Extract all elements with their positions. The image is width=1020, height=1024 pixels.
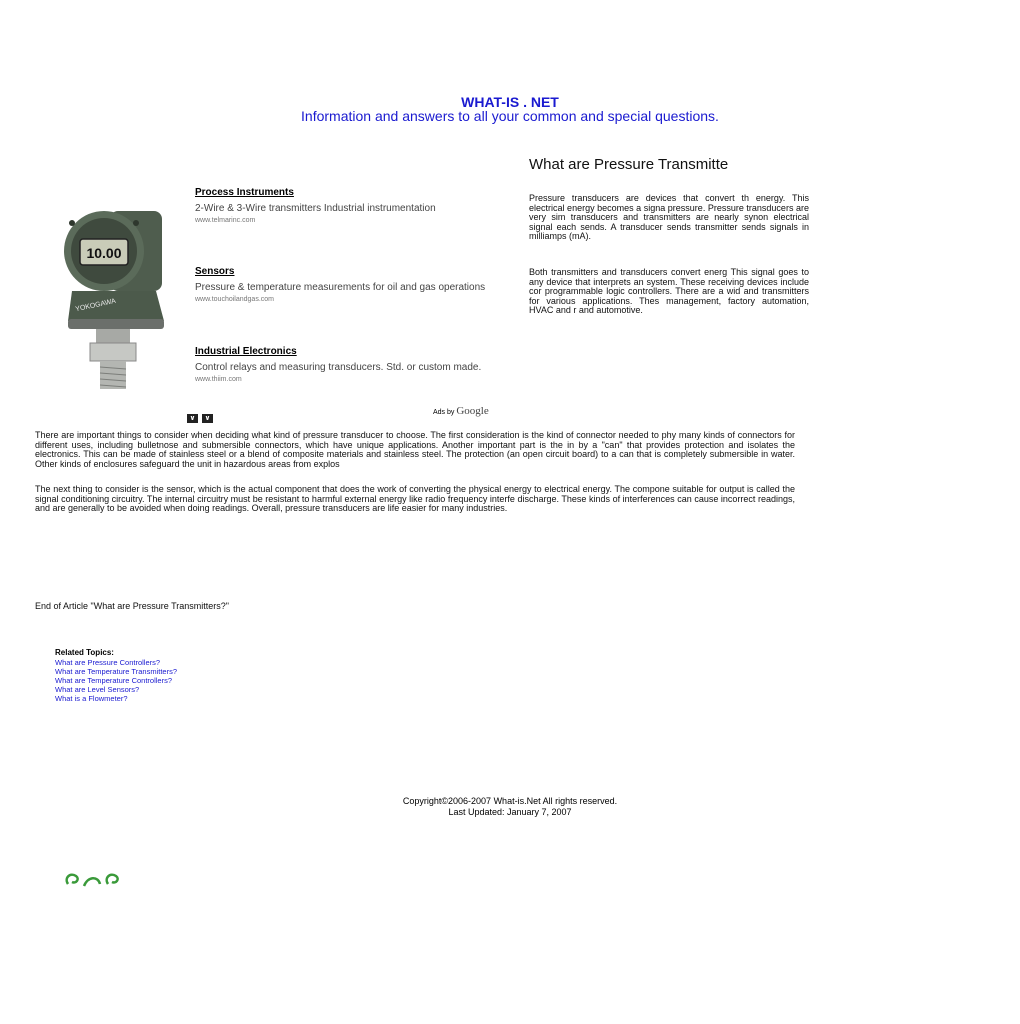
ad-item — [195, 266, 505, 303]
ad-navigation — [187, 407, 217, 425]
ad-item — [195, 346, 505, 383]
related-topic-link[interactable]: What is a Flowmeter? — [55, 694, 128, 703]
related-topic-link[interactable]: What are Pressure Controllers? — [55, 658, 161, 667]
pressure-transmitter-image — [60, 203, 180, 395]
end-of-article: End of Article "What are Pressure Transmitters?" — [35, 601, 229, 611]
ad-url[interactable]: www.thiim.com — [195, 376, 242, 383]
related-topics-list — [55, 658, 177, 703]
ad-url[interactable]: www.telmarinc.com — [195, 217, 256, 224]
article-heading: What are Pressure Transmitte — [529, 156, 729, 173]
ad-title-link[interactable]: Process Instruments — [195, 187, 294, 198]
site-title[interactable]: WHAT-IS . NET — [461, 94, 559, 110]
body-paragraph: The next thing to consider is the sensor, which is the actual component that does the work of converting the physical energy to electrical energy. The compone suitable for output is called the signal conditioning circuitry. The internal circuitry must be resistant to harmful external energy like radio frequency interfe discharge. These kinds of interferences can cause incorrect readings, and are generally to be avoided when doing readings. Overall, pressure transducers are life easier for many industries. — [35, 484, 795, 514]
ad-description: Pressure & temperature measurements for oil and gas operations — [195, 282, 486, 293]
related-topic-link[interactable]: What are Level Sensors? — [55, 685, 140, 694]
stem-upper — [96, 329, 130, 343]
bolt — [133, 220, 139, 226]
last-updated-text: Last Updated: January 7, 2007 — [448, 807, 572, 817]
lcd-reading: 10.00 — [86, 245, 122, 261]
ads-by-google[interactable] — [433, 405, 489, 417]
ad-title-link[interactable]: Industrial Electronics — [195, 346, 297, 357]
flange — [68, 319, 164, 329]
related-topic-link[interactable]: What are Temperature Transmitters? — [55, 667, 177, 676]
ad-prev-button[interactable]: ∨ — [187, 414, 198, 423]
related-topic-link[interactable]: What are Temperature Controllers? — [55, 676, 172, 685]
ad-next-button[interactable]: ∨ — [202, 414, 213, 423]
bolt — [69, 220, 75, 226]
ad-description: Control relays and measuring transducers. Std. or custom made. — [195, 362, 482, 373]
ad-description: 2-Wire & 3-Wire transmitters Industrial instrumentation — [195, 203, 436, 214]
intro-paragraph: Both transmitters and transducers convert energ This signal goes to any device that interprets an system. These receiving devices include cor programmable logic controllers. There are a wid and transmitters for various applications. Thes management, factory automation, HVAC and r and automotive. — [529, 267, 809, 316]
copyright-text: Copyright©2006-2007 What-is.Net All rights reserved. — [402, 796, 618, 806]
related-topics-label: Related Topics: — [55, 648, 114, 657]
ad-title-link[interactable]: Sensors — [195, 266, 235, 277]
ads-by-label: Ads by — [433, 409, 455, 416]
hex-nut — [90, 343, 136, 361]
ad-item — [195, 187, 505, 224]
ad-url[interactable]: www.touchoilandgas.com — [195, 296, 274, 303]
body-paragraph: There are important things to consider when deciding what kind of pressure transducer to choose. The first consideration is the kind of connector needed to phy many kinds of connectors for different uses, including bulletnose and submersible connectors, which have unique applications. Another important part is the in by a "can" that provides protection and isolates the electronics. This can be made of stainless steel or a blend of composite materials and stainless steel. The protection (an open circuit board) to a can that is completely submersible in water. Other kinds of enclosures safeguard the unit in hazardous areas from explos — [35, 430, 795, 469]
decorative-swirl-logo — [62, 870, 124, 890]
google-logo: Google — [456, 405, 489, 417]
site-tagline: Information and answers to all your common and special questions. — [301, 108, 719, 124]
brand-label: YOKOGAWA — [74, 297, 117, 314]
intro-paragraph: Pressure transducers are devices that convert th energy. This electrical energy becomes a signa pressure. Pressure transducers are very sim transducers and transmitters are nearly synon electrical signal each sends. A transducer sends transmitter sends signals in milliamps (mA). — [529, 193, 809, 242]
